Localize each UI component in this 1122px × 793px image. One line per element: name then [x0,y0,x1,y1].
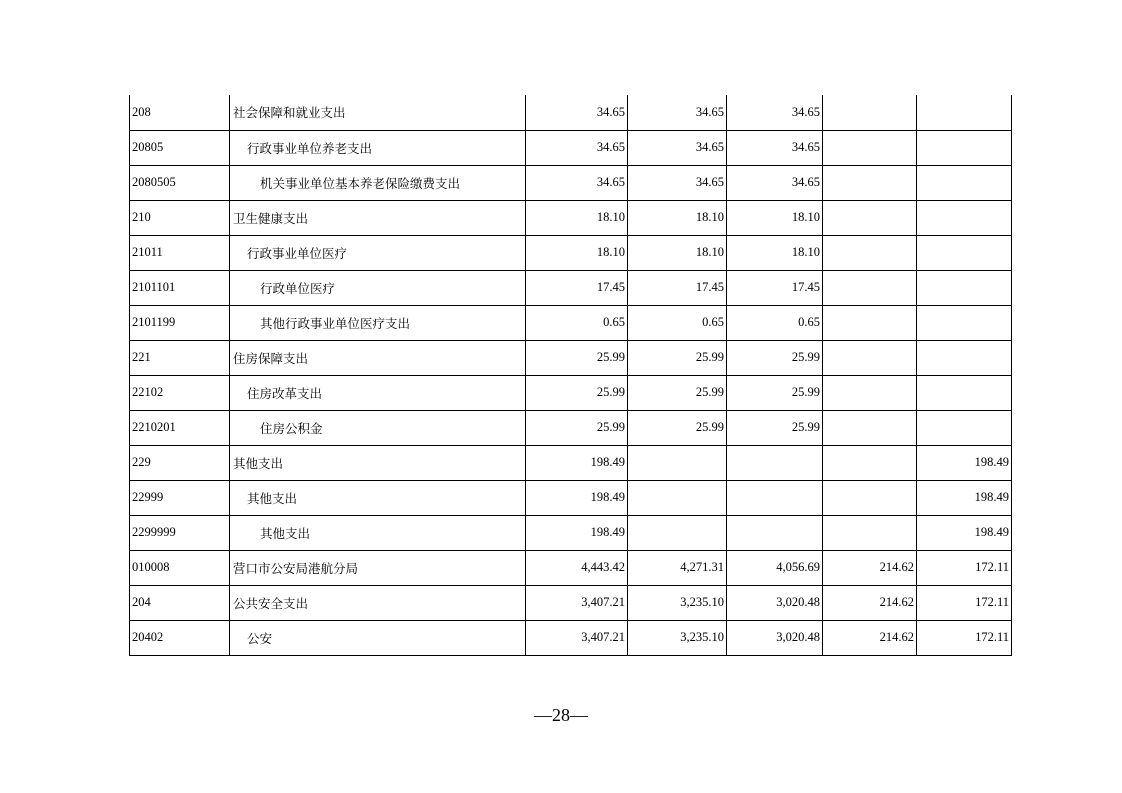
cell-name: 住房公积金 [230,410,526,445]
budget-table [129,95,1012,656]
table-row [130,620,1012,655]
table-row [130,585,1012,620]
cell-basic-subtotal: 25.99 [628,410,727,445]
cell-public [823,95,917,130]
cell-project [917,375,1012,410]
table-row [130,200,1012,235]
cell-basic-subtotal: 18.10 [628,200,727,235]
cell-basic-subtotal: 0.65 [628,305,727,340]
cell-basic-subtotal: 25.99 [628,340,727,375]
cell-basic-subtotal [628,480,727,515]
cell-name: 其他行政事业单位医疗支出 [230,305,526,340]
cell-code: 221 [130,340,230,375]
cell-total: 25.99 [526,410,628,445]
table-row [130,410,1012,445]
cell-project [917,410,1012,445]
cell-basic-subtotal [628,515,727,550]
cell-public [823,480,917,515]
cell-project: 172.11 [917,550,1012,585]
cell-total: 198.49 [526,445,628,480]
cell-total: 18.10 [526,200,628,235]
cell-code: 21011 [130,235,230,270]
cell-name: 公安 [230,620,526,655]
cell-project [917,235,1012,270]
cell-name: 行政事业单位医疗 [230,235,526,270]
cell-personnel [727,445,823,480]
cell-total: 34.65 [526,165,628,200]
cell-total: 3,407.21 [526,585,628,620]
cell-project [917,130,1012,165]
cell-name: 其他支出 [230,480,526,515]
cell-public [823,165,917,200]
cell-public [823,270,917,305]
cell-personnel: 25.99 [727,340,823,375]
cell-name: 其他支出 [230,515,526,550]
cell-personnel [727,480,823,515]
table-row [130,375,1012,410]
table-row [130,480,1012,515]
cell-code: 2299999 [130,515,230,550]
cell-total: 25.99 [526,375,628,410]
table-row [130,340,1012,375]
table-row [130,95,1012,130]
cell-project: 198.49 [917,515,1012,550]
cell-public: 214.62 [823,620,917,655]
cell-personnel: 25.99 [727,375,823,410]
cell-code: 204 [130,585,230,620]
cell-public [823,515,917,550]
table-row [130,515,1012,550]
cell-public [823,235,917,270]
cell-personnel: 34.65 [727,130,823,165]
cell-basic-subtotal: 17.45 [628,270,727,305]
cell-total: 3,407.21 [526,620,628,655]
cell-basic-subtotal: 34.65 [628,130,727,165]
cell-public [823,410,917,445]
cell-public [823,375,917,410]
cell-project: 172.11 [917,585,1012,620]
cell-project: 172.11 [917,620,1012,655]
budget-table-body [130,95,1012,655]
cell-name: 卫生健康支出 [230,200,526,235]
cell-name: 其他支出 [230,445,526,480]
cell-total: 198.49 [526,515,628,550]
cell-public [823,200,917,235]
cell-name: 营口市公安局港航分局 [230,550,526,585]
cell-personnel: 3,020.48 [727,585,823,620]
cell-project [917,200,1012,235]
cell-public: 214.62 [823,585,917,620]
cell-code: 210 [130,200,230,235]
cell-total: 0.65 [526,305,628,340]
cell-public: 214.62 [823,550,917,585]
cell-code: 2080505 [130,165,230,200]
cell-code: 22102 [130,375,230,410]
cell-project [917,165,1012,200]
cell-basic-subtotal: 4,271.31 [628,550,727,585]
cell-personnel: 18.10 [727,200,823,235]
cell-personnel: 17.45 [727,270,823,305]
table-row [130,445,1012,480]
table-row [130,165,1012,200]
cell-code: 20402 [130,620,230,655]
cell-public [823,305,917,340]
cell-code: 2210201 [130,410,230,445]
budget-table-container [129,95,1011,656]
cell-code: 2101101 [130,270,230,305]
cell-name: 行政单位医疗 [230,270,526,305]
cell-code: 22999 [130,480,230,515]
cell-personnel: 4,056.69 [727,550,823,585]
table-row [130,550,1012,585]
cell-basic-subtotal [628,445,727,480]
cell-code: 229 [130,445,230,480]
table-row [130,130,1012,165]
cell-total: 34.65 [526,130,628,165]
cell-project [917,340,1012,375]
cell-project [917,305,1012,340]
cell-project [917,95,1012,130]
cell-basic-subtotal: 3,235.10 [628,585,727,620]
cell-name: 行政事业单位养老支出 [230,130,526,165]
cell-name: 机关事业单位基本养老保险缴费支出 [230,165,526,200]
cell-code: 2101199 [130,305,230,340]
cell-code: 208 [130,95,230,130]
cell-basic-subtotal: 34.65 [628,95,727,130]
cell-total: 34.65 [526,95,628,130]
page-number: —28— [534,705,588,725]
cell-personnel: 34.65 [727,165,823,200]
cell-code: 20805 [130,130,230,165]
cell-personnel: 3,020.48 [727,620,823,655]
cell-name: 住房改革支出 [230,375,526,410]
cell-basic-subtotal: 34.65 [628,165,727,200]
cell-project: 198.49 [917,445,1012,480]
cell-public [823,340,917,375]
cell-basic-subtotal: 18.10 [628,235,727,270]
cell-code: 010008 [130,550,230,585]
cell-total: 25.99 [526,340,628,375]
table-row [130,305,1012,340]
cell-public [823,130,917,165]
cell-basic-subtotal: 25.99 [628,375,727,410]
cell-basic-subtotal: 3,235.10 [628,620,727,655]
cell-name: 住房保障支出 [230,340,526,375]
cell-personnel: 18.10 [727,235,823,270]
cell-personnel: 0.65 [727,305,823,340]
table-row [130,235,1012,270]
cell-total: 18.10 [526,235,628,270]
cell-project [917,270,1012,305]
cell-total: 4,443.42 [526,550,628,585]
cell-personnel: 34.65 [727,95,823,130]
cell-name: 社会保障和就业支出 [230,95,526,130]
cell-project: 198.49 [917,480,1012,515]
cell-personnel: 25.99 [727,410,823,445]
cell-personnel [727,515,823,550]
cell-public [823,445,917,480]
cell-name: 公共安全支出 [230,585,526,620]
table-row [130,270,1012,305]
cell-total: 198.49 [526,480,628,515]
cell-total: 17.45 [526,270,628,305]
